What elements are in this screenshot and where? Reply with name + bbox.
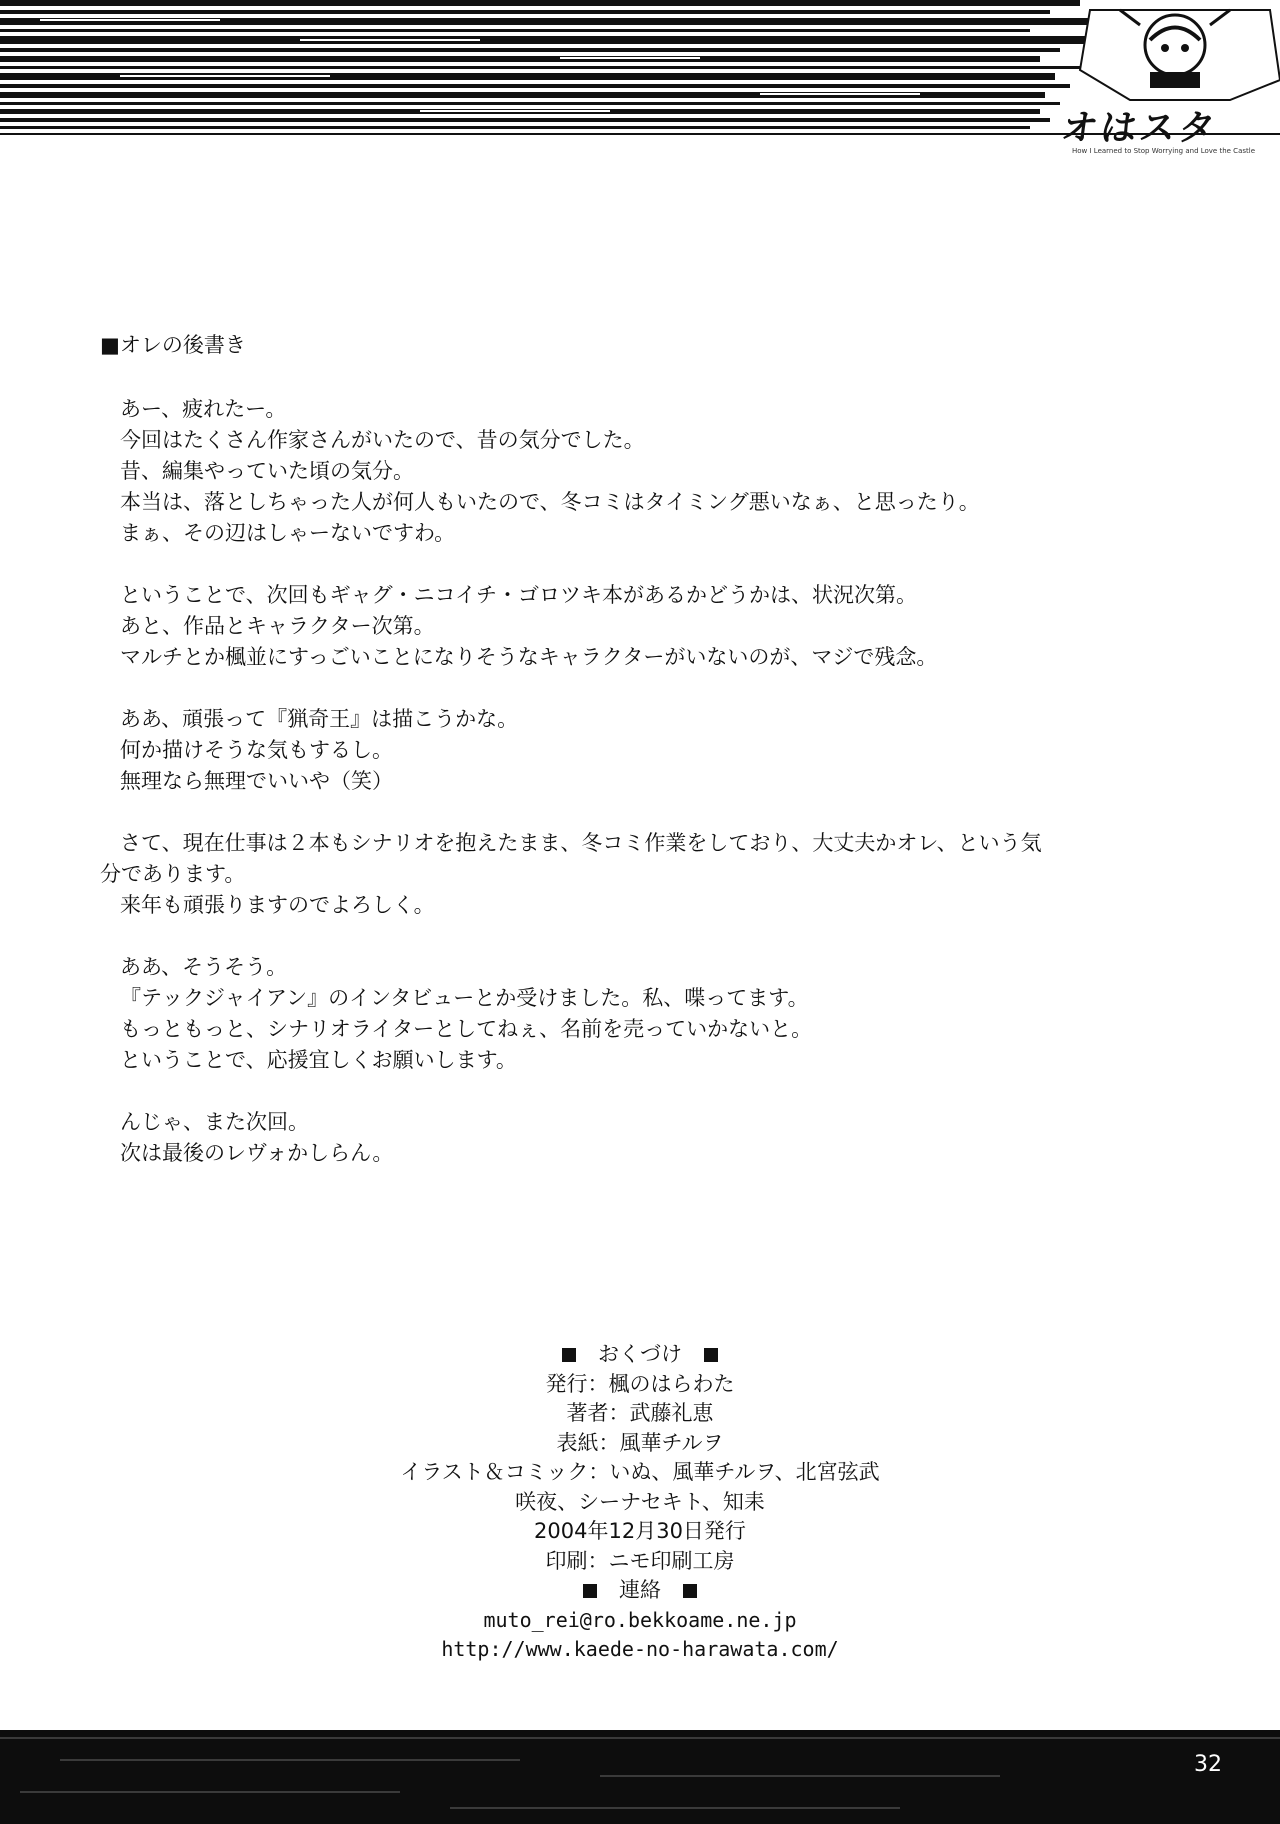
text-line: 分であります。 bbox=[100, 862, 246, 886]
text-line: 来年も頑張りますのでよろしく。 bbox=[120, 893, 435, 917]
text-line: んじゃ、また次回。 bbox=[120, 1110, 309, 1134]
afterword-paragraph bbox=[100, 1107, 1190, 1169]
colophon-title: おくづけ bbox=[598, 1342, 682, 1366]
colophon-illustrators-2: 咲夜、シーナセキト、知耒 bbox=[515, 1489, 765, 1514]
logo-title: オはスタ bbox=[1058, 108, 1221, 149]
afterword-paragraph bbox=[100, 394, 1190, 549]
colophon-date: 2004年12月30日発行 bbox=[534, 1519, 746, 1543]
header-band bbox=[0, 0, 1280, 155]
colophon-publisher: 発行：楓のはらわた bbox=[545, 1371, 735, 1396]
afterword-paragraph bbox=[100, 952, 1190, 1076]
afterword-heading: ■オレの後書き bbox=[100, 333, 246, 357]
text-line: 今回はたくさん作家さんがいたので、昔の気分でした。 bbox=[120, 428, 645, 452]
text-line: あと、作品とキャラクター次第。 bbox=[120, 614, 435, 638]
text-line: 昔、編集やっていた頃の気分。 bbox=[120, 459, 414, 483]
text-line: まぁ、その辺はしゃーないですわ。 bbox=[120, 521, 456, 545]
afterword-paragraph bbox=[100, 828, 1190, 921]
text-line: ということで、応援宜しくお願いします。 bbox=[120, 1048, 517, 1072]
logo-subtitle: How I Learned to Stop Worrying and Love the Castle bbox=[1072, 147, 1255, 155]
text-line: あー、疲れたー。 bbox=[120, 397, 287, 421]
square-bullet-icon bbox=[562, 1348, 576, 1362]
footer-band bbox=[0, 1730, 1280, 1824]
colophon-author: 著者：武藤礼恵 bbox=[566, 1401, 714, 1425]
square-bullet-icon bbox=[683, 1584, 697, 1598]
contact-title: 連絡 bbox=[619, 1578, 661, 1602]
colophon bbox=[0, 1340, 1280, 1665]
square-bullet-icon bbox=[704, 1348, 718, 1362]
text-line: 無理なら無理でいいや（笑） bbox=[120, 769, 393, 793]
square-bullet-icon bbox=[583, 1584, 597, 1598]
text-line: ああ、頑張って『猟奇王』は描こうかな。 bbox=[120, 707, 519, 731]
colophon-title-row bbox=[0, 1340, 1280, 1370]
contact-url: http://www.kaede-no-harawata.com/ bbox=[441, 1637, 839, 1661]
contact-title-row bbox=[0, 1576, 1280, 1606]
text-line: 次は最後のレヴォかしらん。 bbox=[120, 1141, 394, 1165]
text-line: もっともっと、シナリオライターとしてねぇ、名前を売っていかないと。 bbox=[120, 1017, 813, 1041]
mascot-icon bbox=[1080, 10, 1280, 100]
text-line: さて、現在仕事は２本もシナリオを抱えたまま、冬コミ作業をしており、大丈夫かオレ、という気 bbox=[120, 831, 1042, 855]
colophon-illustrators: イラスト＆コミック：いぬ、風華チルヲ、北宮弦武 bbox=[400, 1460, 880, 1484]
footer-texture bbox=[0, 1730, 1280, 1824]
afterword bbox=[100, 330, 1190, 1200]
afterword-paragraph bbox=[100, 580, 1190, 673]
text-line: 本当は、落としちゃった人が何人もいたので、冬コミはタイミング悪いなぁ、と思ったり。 bbox=[120, 490, 980, 514]
colophon-cover: 表紙：風華チルヲ bbox=[556, 1430, 724, 1455]
text-line: マルチとか楓並にすっごいことになりそうなキャラクターがいないのが、マジで残念。 bbox=[120, 645, 938, 669]
text-line: 何か描けそうな気もするし。 bbox=[120, 738, 393, 762]
text-line: 『テックジャイアン』のインタビューとか受けました。私、喋ってます。 bbox=[120, 986, 809, 1010]
colophon-printer: 印刷：ニモ印刷工房 bbox=[545, 1548, 735, 1573]
text-line: ということで、次回もギャグ・ニコイチ・ゴロツキ本があるかどうかは、状況次第。 bbox=[120, 583, 917, 607]
afterword-paragraph bbox=[100, 704, 1190, 797]
contact-email: muto_rei@ro.bekkoame.ne.jp bbox=[483, 1607, 797, 1632]
page-number: 32 bbox=[1194, 1752, 1222, 1777]
text-line: ああ、そうそう。 bbox=[120, 955, 288, 979]
